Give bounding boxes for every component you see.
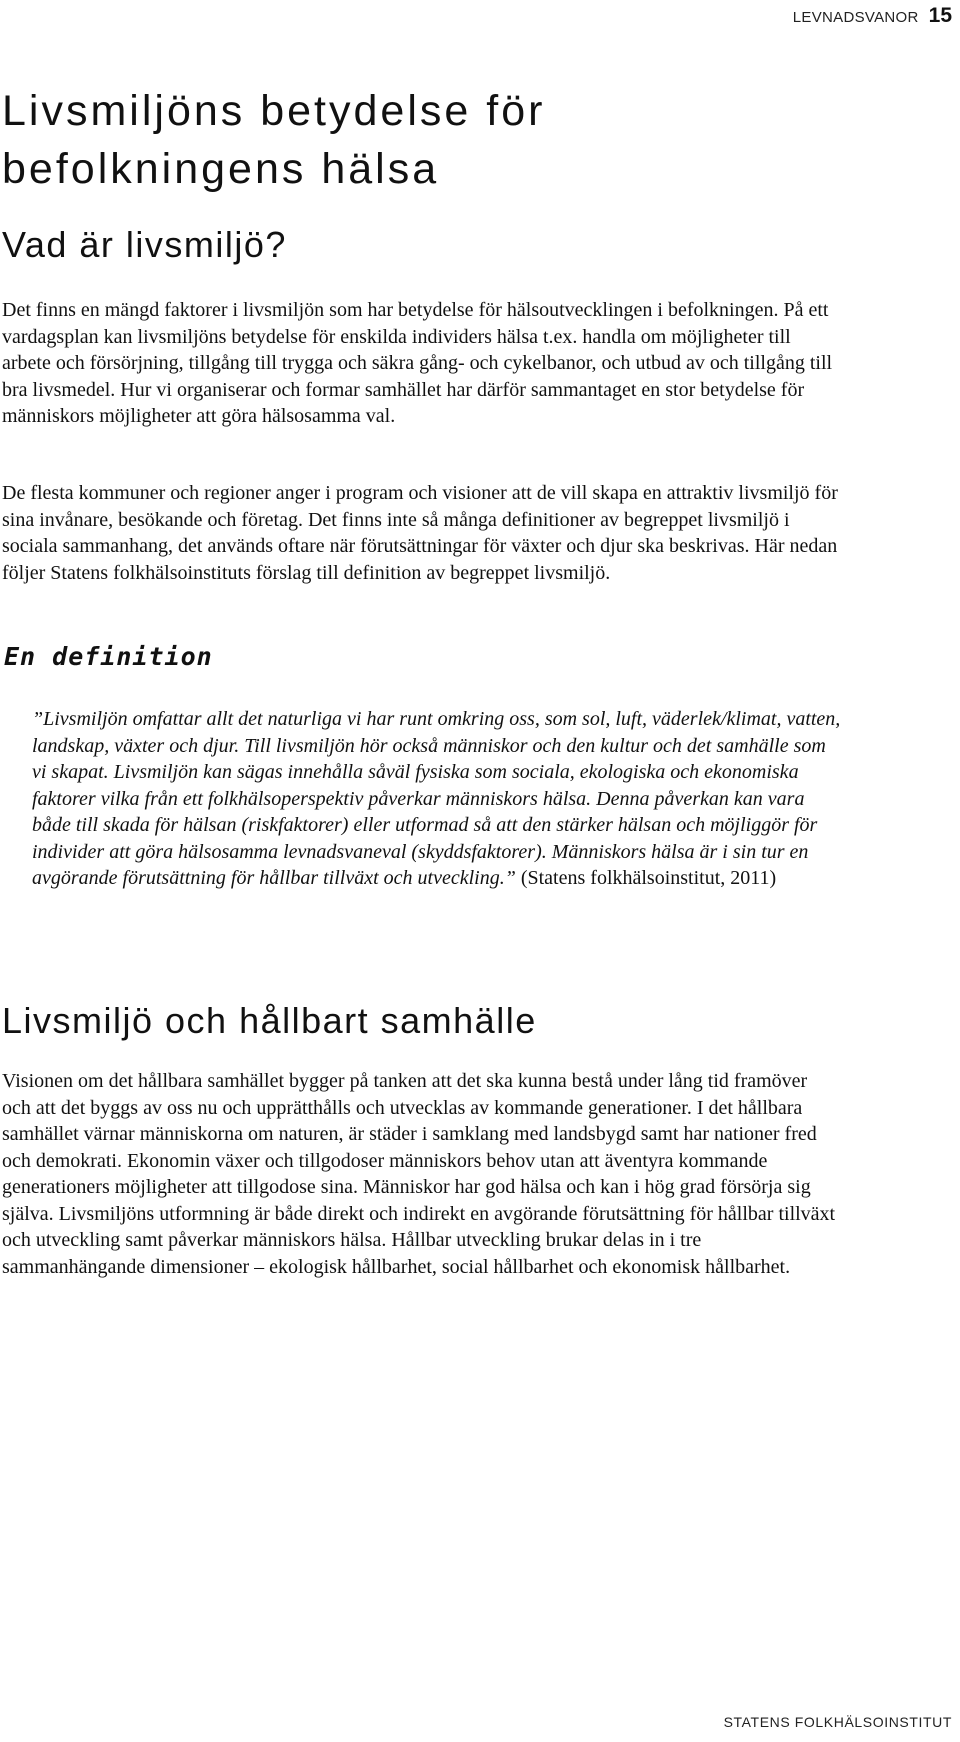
page-title-line-1: Livsmiljöns betydelse för — [2, 87, 546, 135]
definition-citation: (Statens folkhälsoinstitut, 2011) — [515, 867, 777, 889]
section-heading-vad-ar-livsmiljo: Vad är livsmiljö? — [2, 224, 287, 265]
paragraph-livsmiljo-intro: Det finns en mängd faktorer i livsmiljön som har betydelse för hälsoutvecklingen i befolkningen. På ett vardagsplan kan livsmiljöns betydelse för enskilda individers hälsa t.ex. handla om möjligheter till arbete och försörjning, tillgång till trygga och säkra gång- och cykelbanor, och utbud av och tillgång till bra livsmedel. Hur vi organiserar och formar samhället har därför sammantaget en stor betydelse för människors möjligheter att göra hälsosamma val. — [2, 299, 833, 427]
paragraph-hallbart-samhalle: Visionen om det hållbara samhället bygger på tanken att det ska kunna bestå under lång tid framöver och att det byggs av oss nu och upprätthålls och utvecklas av kommande generationer. I det hållbara samhället värnar människorna om naturen, är städer i samklang med landsbygd samt har nationer fred och demokrati. Ekonomin växer och tillgodoser människors behov utan att äventyra kommande generationers möjligheter att tillgodose sina. Människor har god hälsa och kan i hög grad försörja sig själva. Livsmiljöns utformning är både direkt och indirekt en avgörande förutsättning för hållbar tillväxt och utveckling samt påverkar människors hälsa. Hållbar utveckling brukar delas in i tre sammanhängande dimensioner – ekologisk hållbarhet, social hållbarhet och ekonomisk hållbarhet. — [2, 1070, 836, 1278]
definition-heading: En definition — [4, 642, 213, 671]
page-title-line-2: befolkningens hälsa — [2, 145, 440, 193]
definition-quote-text: ”Livsmiljön omfattar allt det naturliga vi har runt omkring oss, som sol, luft, väderlek/klimat, vatten, landskap, växter och djur. Till livsmiljön hör också människor och den kultur och det samhälle som vi skapat. Livsmiljön kan sägas innehålla såväl fysiska som sociala, ekologiska och ekonomiska faktorer vilka från ett folkhälsoperspektiv påverkar människors hälsa. Denna påverkan kan vara både till skada för hälsan (riskfaktorer) eller utformad så att den stärker hälsan och möjliggör för individer att göra hälsosamma levnadsvaneval (skyddsfaktorer). Människors hälsa är i sin tur en avgörande förutsättning för hållbar tillväxt och utveckling.” — [32, 708, 841, 889]
page-footer: STATENS FOLKHÄLSOINSTITUT — [723, 1714, 952, 1730]
definition-quote — [32, 706, 842, 892]
page-title — [2, 82, 545, 198]
paragraph-kommuner-regioner: De flesta kommuner och regioner anger i program och visioner att de vill skapa en attraktiv livsmiljö för sina invånare, besökande och företag. Det finns inte så många definitioner av begreppet livsmiljö i sociala sammanhang, det används oftare när förutsättningar för växter och djur ska beskrivas. Här nedan följer Statens folkhälsoinstituts förslag till definition av begreppet livsmiljö. — [2, 482, 838, 584]
section-heading-hallbart-samhalle: Livsmiljö och hållbart samhälle — [2, 1000, 537, 1041]
page-number: 15 — [928, 4, 952, 27]
running-header — [793, 4, 952, 28]
running-header-section: LEVNADSVANOR — [792, 9, 919, 26]
